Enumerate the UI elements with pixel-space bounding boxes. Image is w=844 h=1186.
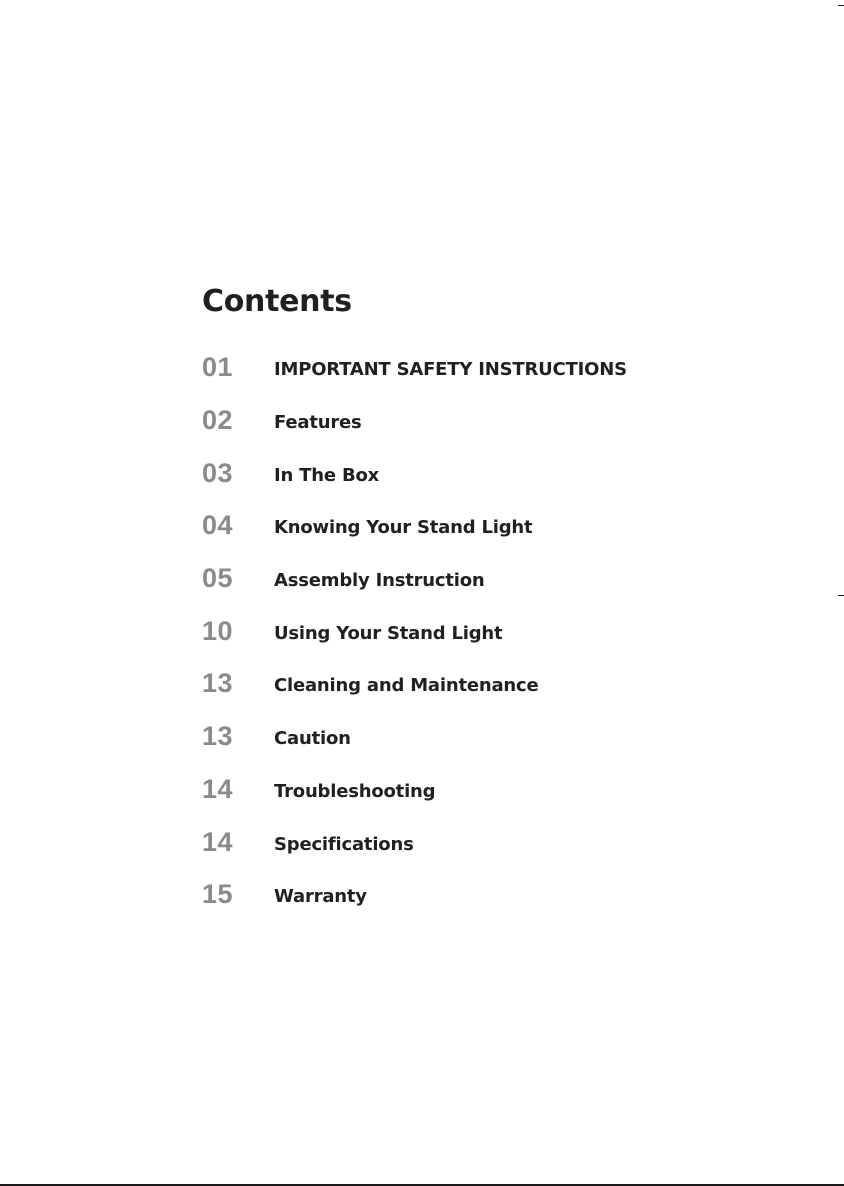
crop-mark-top-right (838, 5, 844, 6)
toc-entry[interactable] (202, 449, 802, 502)
toc-page-number: 02 (202, 405, 234, 436)
toc-page-number: 13 (202, 668, 234, 699)
toc-entry[interactable] (202, 607, 802, 660)
toc-page-number: 10 (202, 615, 234, 646)
toc-page-number: 03 (202, 457, 234, 488)
contents-title: Contents (202, 284, 352, 319)
toc-entry-label: Using Your Stand Light (274, 622, 503, 644)
toc-entry-label: Assembly Instruction (274, 570, 485, 592)
toc-page-number: 14 (202, 773, 234, 804)
toc-entry-label: Features (274, 412, 362, 434)
toc-entry[interactable] (202, 766, 802, 819)
toc-entry[interactable] (202, 344, 802, 397)
toc-entry-label: Troubleshooting (274, 780, 436, 802)
toc-entry-label: In The Box (274, 464, 380, 486)
toc-page-number: 04 (202, 510, 234, 541)
toc-entry[interactable] (202, 660, 802, 713)
toc-page-number: 13 (202, 721, 234, 752)
toc-page-number: 15 (202, 879, 234, 910)
toc-entry[interactable] (202, 713, 802, 766)
table-of-contents (202, 282, 802, 924)
toc-page-number: 01 (202, 352, 234, 383)
toc-entry-label: IMPORTANT SAFETY INSTRUCTIONS (274, 359, 627, 381)
toc-entry[interactable] (202, 555, 802, 608)
toc-page-number: 14 (202, 826, 234, 857)
toc-entry-label: Cleaning and Maintenance (274, 675, 539, 697)
toc-entry-label: Specifications (274, 833, 414, 855)
toc-list (202, 344, 802, 924)
crop-mark-mid-right (838, 595, 844, 596)
toc-entry[interactable] (202, 871, 802, 924)
toc-entry[interactable] (202, 818, 802, 871)
toc-entry[interactable] (202, 397, 802, 450)
toc-entry-label: Knowing Your Stand Light (274, 517, 533, 539)
toc-page-number: 05 (202, 563, 234, 594)
toc-entry-label: Warranty (274, 886, 367, 908)
toc-entry[interactable] (202, 502, 802, 555)
toc-entry-label: Caution (274, 728, 351, 750)
